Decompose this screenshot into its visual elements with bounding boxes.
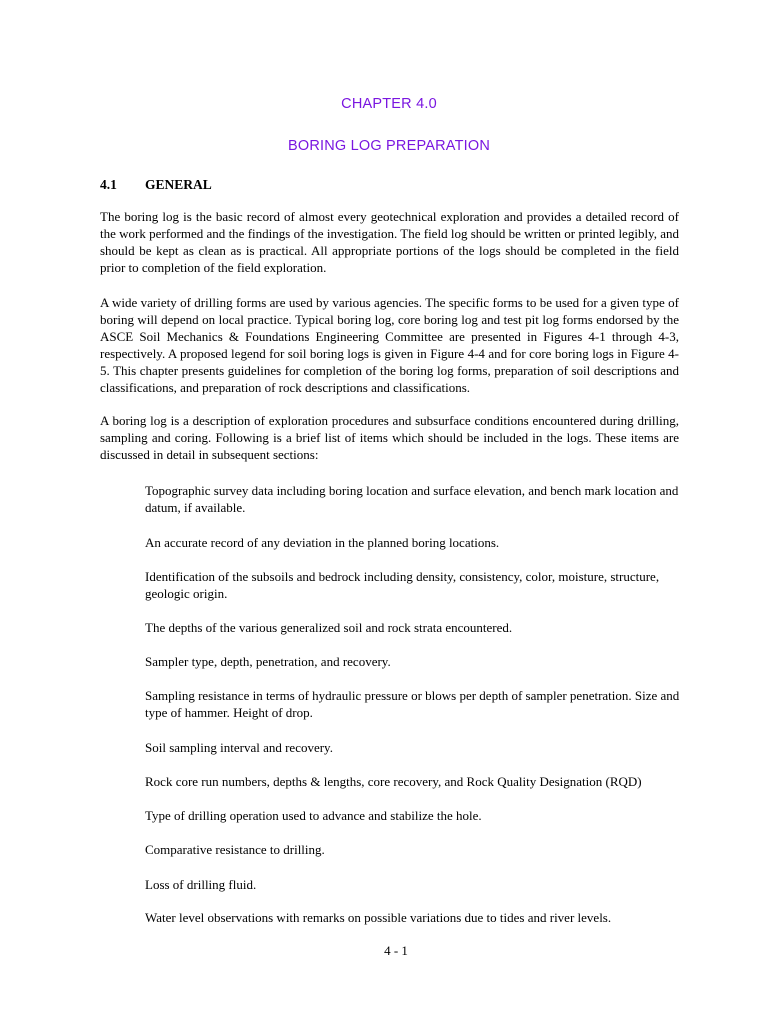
list-item-drilling-operation: Type of drilling operation used to advance and stabilize the hole. [145, 808, 482, 823]
chapter-title: BORING LOG PREPARATION [287, 138, 491, 154]
list-item-strata-depths: The depths of the various generalized soil and rock strata encountered. [145, 620, 513, 635]
paragraph-intro: The boring log is the basic record of almost every geotechnical exploration and provides a detailed record of the work performed and the findings of the investigation. The field log should be written or printed legibly, and should be kept as clean as is practical. All appropriate portions of the logs should be completed in the field prior to completion of the field exploration. [100, 209, 679, 275]
section-number: 4.1 [100, 177, 117, 192]
list-item-sampling-interval: Soil sampling interval and recovery. [145, 740, 333, 755]
list-item-resistance: Comparative resistance to drilling. [145, 842, 325, 857]
section-title: GENERAL [145, 177, 212, 192]
list-item-deviation: An accurate record of any deviation in the planned boring locations. [145, 535, 500, 550]
list-item-rock-core: Rock core run numbers, depths & lengths, core recovery, and Rock Quality Designation (RQD) [145, 774, 642, 789]
list-item-sampler-type: Sampler type, depth, penetration, and recovery. [145, 654, 391, 669]
paragraph-forms: A wide variety of drilling forms are used by various agencies. The specific forms to be used for a given type of boring will depend on local practice. Typical boring log, core boring log and test pit log forms endorsed by the ASCE Soil Mechanics & Foundations Engineering Committee are presented in Figures 4-1 through 4-3, respectively. A proposed legend for soil boring logs is given in Figure 4-4 and for core boring logs in Figure 4-5. This chapter presents guidelines for completion of the boring log forms, preparation of soil descriptions and classifications, and preparation of rock descriptions and classifications. [100, 295, 679, 395]
chapter-number: CHAPTER 4.0 [341, 96, 437, 112]
section-heading [100, 176, 212, 193]
list-item-identification: Identification of the subsoils and bedrock including density, consistency, color, moisture, structure, geologic origin. [145, 569, 660, 601]
list-item-water-level: Water level observations with remarks on possible variations due to tides and river levels. [145, 910, 612, 925]
list-item-sampling-resistance: Sampling resistance in terms of hydraulic pressure or blows per depth of sampler penetration. Size and type of hammer. Height of drop. [145, 688, 680, 720]
paragraph-log-description: A boring log is a description of exploration procedures and subsurface conditions encountered during drilling, sampling and coring. Following is a brief list of items which should be included in the logs. These items are discussed in detail in subsequent sections: [100, 413, 679, 462]
list-item-fluid-loss: Loss of drilling fluid. [145, 877, 257, 892]
list-item-survey-data: Topographic survey data including boring location and surface elevation, and bench mark location and datum, if available. [145, 483, 679, 515]
page-number: 4 - 1 [384, 943, 408, 958]
